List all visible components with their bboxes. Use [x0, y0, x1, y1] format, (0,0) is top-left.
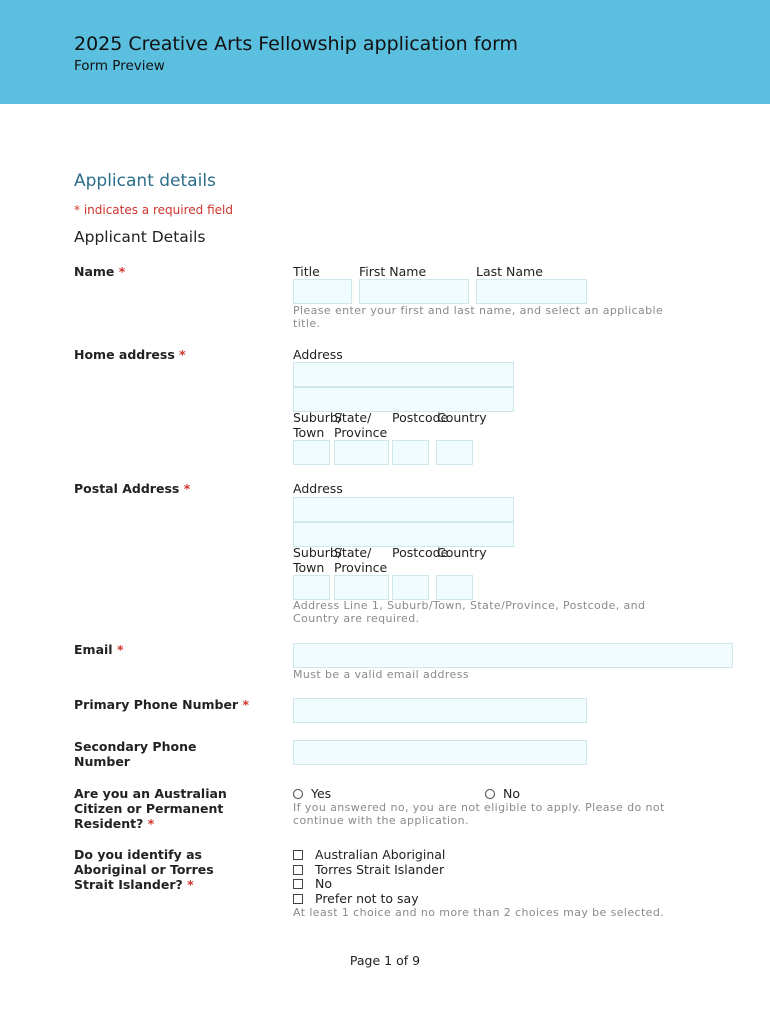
form-header — [0, 0, 770, 104]
radio-icon[interactable] — [293, 789, 303, 799]
aboriginal-option-no[interactable]: No — [293, 876, 332, 891]
email-input[interactable] — [293, 643, 733, 668]
email-label: Email * — [74, 642, 124, 657]
required-star: * — [118, 264, 126, 279]
home-country-label: Country — [437, 410, 487, 425]
required-note: * indicates a required field — [74, 203, 233, 217]
citizen-option-no[interactable]: No — [485, 786, 520, 801]
primary-phone-input[interactable] — [293, 698, 587, 723]
section-subtitle: Applicant Details — [74, 228, 206, 246]
secondary-phone-input[interactable] — [293, 740, 587, 765]
page-indicator: Page 1 of 9 — [349, 953, 421, 968]
checkbox-icon[interactable] — [293, 865, 303, 875]
home-postcode-input[interactable] — [392, 440, 429, 465]
home-country-input[interactable] — [436, 440, 473, 465]
postal-postcode-label: Postcode — [392, 545, 449, 560]
postal-country-input[interactable] — [436, 575, 473, 600]
home-address-label: Home address * — [74, 347, 186, 362]
postal-address-field-label: Address — [293, 481, 343, 496]
postal-state-label: State/ Province — [334, 545, 388, 575]
aboriginal-label: Do you identify as Aboriginal or Torres Strait Islander? * — [74, 847, 214, 892]
radio-icon[interactable] — [485, 789, 495, 799]
name-label: Name * — [74, 264, 126, 279]
home-state-input[interactable] — [334, 440, 389, 465]
postal-address-line2-input[interactable] — [293, 522, 514, 547]
aboriginal-option-aboriginal[interactable]: Australian Aboriginal — [293, 847, 445, 862]
home-state-label: State/ Province — [334, 410, 388, 440]
last-name-input[interactable] — [476, 279, 587, 304]
home-address-line1-input[interactable] — [293, 362, 514, 387]
required-star: * — [116, 642, 124, 657]
title-field-label: Title — [293, 264, 320, 279]
checkbox-icon[interactable] — [293, 850, 303, 860]
aboriginal-option-prefer-not[interactable]: Prefer not to say — [293, 891, 419, 906]
required-star: * — [183, 481, 191, 496]
name-help-text: Please enter your first and last name, and select an applicable title. — [293, 304, 664, 330]
postal-country-label: Country — [437, 545, 487, 560]
aboriginal-option-torres[interactable]: Torres Strait Islander — [293, 862, 444, 877]
citizen-help-text: If you answered no, you are not eligible to apply. Please do not continue with the application. — [293, 801, 665, 827]
checkbox-icon[interactable] — [293, 879, 303, 889]
citizen-label: Are you an Australian Citizen or Permanent Resident? * — [74, 786, 227, 831]
postal-address-line1-input[interactable] — [293, 497, 514, 522]
first-name-input[interactable] — [359, 279, 469, 304]
secondary-phone-label: Secondary Phone Number — [74, 739, 197, 769]
aboriginal-help-text: At least 1 choice and no more than 2 choices may be selected. — [293, 906, 665, 919]
form-subtitle: Form Preview — [74, 58, 165, 74]
email-help-text: Must be a valid email address — [293, 668, 469, 681]
checkbox-icon[interactable] — [293, 894, 303, 904]
home-address-line2-input[interactable] — [293, 387, 514, 412]
primary-phone-label: Primary Phone Number * — [74, 697, 249, 712]
first-name-field-label: First Name — [359, 264, 427, 279]
home-postcode-label: Postcode — [392, 410, 449, 425]
required-star: * — [242, 697, 249, 712]
postal-suburb-input[interactable] — [293, 575, 330, 600]
postal-address-help-text: Address Line 1, Suburb/Town, State/Province, Postcode, and Country are required. — [293, 599, 646, 625]
postal-address-label: Postal Address * — [74, 481, 191, 496]
required-star: * — [147, 816, 155, 831]
home-suburb-input[interactable] — [293, 440, 330, 465]
home-suburb-label: Suburb/ Town — [293, 410, 342, 440]
section-title: Applicant details — [74, 171, 216, 191]
postal-state-input[interactable] — [334, 575, 389, 600]
postal-postcode-input[interactable] — [392, 575, 429, 600]
required-star: * — [187, 877, 194, 892]
citizen-option-yes[interactable]: Yes — [293, 786, 331, 801]
form-title: 2025 Creative Arts Fellowship application form — [74, 33, 519, 55]
home-address-field-label: Address — [293, 347, 343, 362]
title-input[interactable] — [293, 279, 352, 304]
required-star: * — [179, 347, 186, 362]
postal-suburb-label: Suburb/ Town — [293, 545, 342, 575]
last-name-field-label: Last Name — [476, 264, 543, 279]
